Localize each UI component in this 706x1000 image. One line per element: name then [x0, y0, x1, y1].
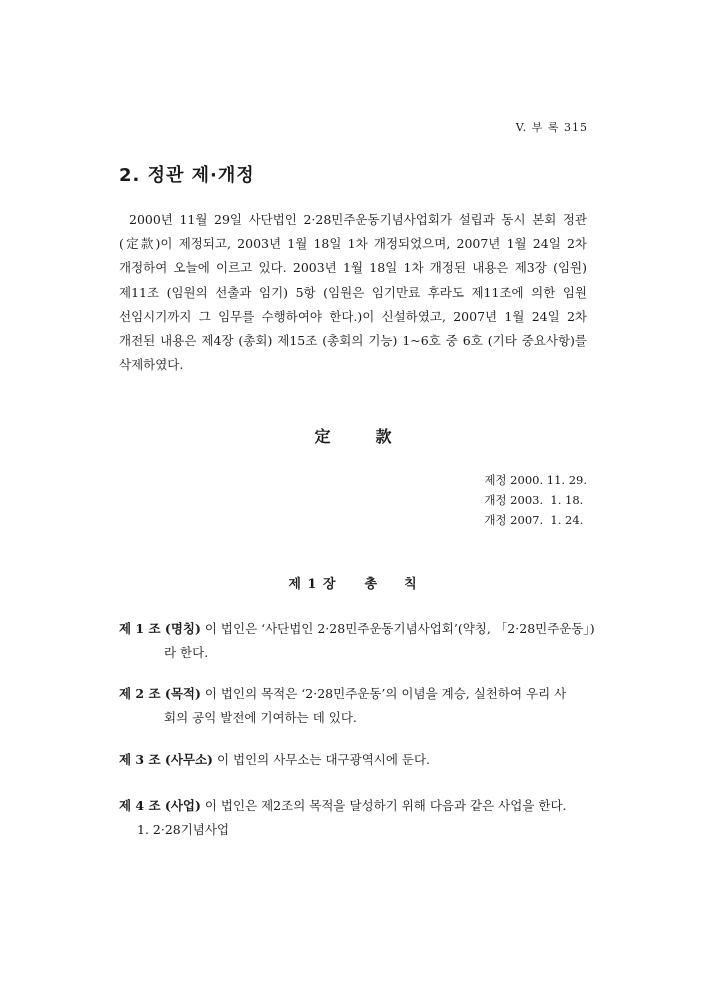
intro-text: 2000년 11월 29일 사단법인 2·28민주운동기념사업회가 설립과 동시 본회 정관(定款)이 제정되고, 2003년 1월 18일 1차 개정되었으며, 2007년 1월 24일 2차 개정하여 오늘에 이르고 있다. 2003년 1월 18일 1차 개정된 내용은 제3장 (임원) 제11조 (임원의 선출과 임기) 5항 (임원은 임기만료 후라도 제11조에 의한 임원 선임시기까지 그 임무를 수행하여야 한다.)이 신설하였고, 2007년 1월 24일 2차 개전된 내용은 제4장 (총회) 제15조 (총회의 기능) 1~6호 중 6호 (기타 중요사항)를 삭제하였다.	[119, 212, 587, 373]
revision-history	[484, 470, 587, 530]
revision-line: 개정 2007. 1. 24.	[484, 513, 584, 527]
doc-title-char-1: 定	[314, 427, 331, 446]
article-text: 이 법인은 제2조의 목적을 달성하기 위해 다음과 같은 사업을 한다.	[200, 798, 567, 813]
article-text: 이 법인은 ‘사단법인 2·28민주운동기념사업회’(약칭, 「2·28민주운동」)	[200, 621, 595, 636]
intro-paragraph	[119, 208, 587, 377]
doc-title-char-2: 款	[375, 427, 392, 446]
section-title: 2. 정관 제·개정	[119, 165, 255, 186]
article-heading: 제 4 조 (사업)	[119, 798, 201, 813]
chapter-title-char-1: 총	[364, 577, 379, 592]
chapter-heading	[0, 573, 706, 592]
chapter-number: 제 1 장	[288, 577, 337, 592]
revision-line: 제정 2000. 11. 29.	[484, 473, 587, 487]
article-heading: 제 1 조 (명칭)	[119, 621, 201, 636]
chapter-title-char-2: 칙	[404, 577, 418, 592]
article-continuation: 회의 공익 발전에 기여하는 데 있다.	[164, 710, 357, 725]
article-continuation: 라 한다.	[164, 645, 209, 660]
article-heading: 제 2 조 (목적)	[119, 686, 201, 701]
article-heading: 제 3 조 (사무소)	[119, 752, 213, 767]
article-text: 이 법인의 목적은 ‘2·28민주운동’의 이념을 계승, 실천하여 우리 사	[200, 686, 567, 701]
revision-line: 개정 2003. 1. 18.	[484, 493, 584, 507]
article-3	[119, 748, 589, 772]
article-text: 이 법인의 사무소는 대구광역시에 둔다.	[212, 752, 431, 767]
article-2	[119, 682, 589, 730]
document-title	[0, 424, 706, 447]
article-1	[119, 617, 595, 665]
article-list-item: 1. 2·28기념사업	[137, 822, 230, 837]
running-header: V. 부 록 315	[515, 121, 588, 134]
article-4	[119, 794, 589, 842]
